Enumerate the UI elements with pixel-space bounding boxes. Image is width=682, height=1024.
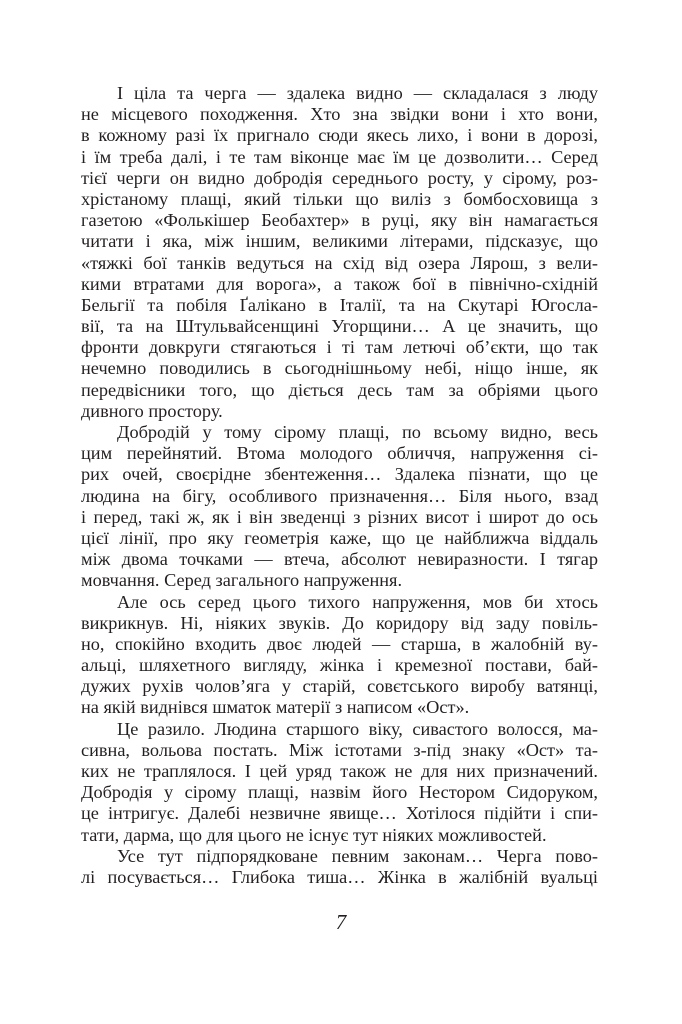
text-line: рих очей, своєрідне збентеження… Здалека пізнати, що це xyxy=(81,464,598,485)
text-line: кими втратами для ворога», а також бої в північно-східній xyxy=(81,273,598,294)
paragraph xyxy=(81,83,598,422)
text-line: тієї черги он видно добродія середнього росту, у сірому, роз- xyxy=(81,167,598,188)
body-text xyxy=(81,83,598,888)
text-line: альці, шляхетного вигляду, жінка і кремезної постави, бай- xyxy=(81,655,598,676)
text-line: лі посувається… Глибока тиша… Жінка в жалібній вуальці xyxy=(81,866,598,887)
paragraph xyxy=(81,719,598,846)
text-line: І ціла та черга — здалека видно — складалася з люду xyxy=(117,83,598,103)
text-line: Добродій у тому сірому плащі, по всьому видно, весь xyxy=(117,422,598,442)
text-line: Бельгії та побіля Ґалікано в Італії, та на Скутарі Югосла- xyxy=(81,294,598,315)
text-line: читати і яка, між іншим, великими літерами, підсказує, що xyxy=(81,231,598,252)
page-number: 7 xyxy=(335,910,347,934)
text-line: не місцевого походження. Хто зна звідки вони і хто вони, xyxy=(81,104,598,125)
text-line: ких не траплялося. І цей уряд також не для них призначений. xyxy=(81,761,598,781)
text-line: вії, та на Штульвайсенщині Угорщини… А це значить, що xyxy=(81,316,598,337)
text-line: дужих рухів чолов’яга у старій, совєтського виробу ватянці, xyxy=(81,676,598,697)
text-line: Добродія у сірому плащі, назвім його Нестором Сидоруком, xyxy=(81,782,598,803)
text-line: нечемно поводились в сьогоднішньому небі, ніщо інше, як xyxy=(81,358,598,379)
text-line: Це разило. Людина старшого віку, сивастого волосся, ма- xyxy=(117,718,598,739)
text-line: Але ось серед цього тихого напруження, мов би хтось xyxy=(117,591,598,612)
text-line: це інтригує. Далебі незвичне явище… Хотілося підійти і спи- xyxy=(81,803,598,824)
text-line: людина на бігу, особливого призначення… Біля нього, взад xyxy=(81,485,598,506)
text-line: газетою «Фолькішер Беобахтер» в руці, яку він намагається xyxy=(81,210,598,231)
text-line: «тяжкі бої танків ведуться на схід від озера Лярош, з вели- xyxy=(81,252,598,273)
text-line: цим перейнятий. Втома молодого обличчя, напруження сі- xyxy=(81,443,598,464)
text-line: і перед, такі ж, як і він зведенці з різних висот і широт до ось xyxy=(81,506,598,527)
paragraph xyxy=(81,422,598,592)
text-line: між двома точками — втеча, абсолют невиразности. І тягар xyxy=(81,549,598,570)
text-line: фронти довкруги стягаються і ті там летючі об’єкти, що так xyxy=(81,337,598,358)
text-line: цієї лінії, про яку геометрія каже, що це найближча віддаль xyxy=(81,527,598,548)
paragraph xyxy=(81,592,598,719)
text-line: в кожному разі їх пригнало сюди якесь лихо, і вони в дорозі, xyxy=(81,125,598,146)
text-line: на якій виднівся шматок матерії з написом «Ост». xyxy=(81,697,470,718)
text-line: мовчання. Серед загального напруження. xyxy=(81,570,403,591)
text-line: хрістаному плащі, який тільки що виліз з бомбосховища з xyxy=(81,188,598,209)
text-line: Усе тут підпорядковане певним законам… Черга пово- xyxy=(117,845,598,866)
text-line: передвісники того, що діється десь там за обріями цього xyxy=(81,379,598,400)
text-line: викрикнув. Ні, ніяких звуків. До коридору від заду повіль- xyxy=(81,612,598,633)
text-line: дивного простору. xyxy=(81,400,223,421)
paragraph xyxy=(81,846,598,888)
text-line: но, спокійно входить двоє людей — старша, в жалобній ву- xyxy=(81,633,598,654)
text-line: тати, дарма, що для цього не існує тут ніяких можливостей. xyxy=(81,824,547,845)
text-line: сивна, вольова постать. Між істотами з-під знаку «Ост» та- xyxy=(81,739,598,760)
text-line: і їм треба далі, і те там віконце має їм це дозволити… Серед xyxy=(81,146,598,167)
